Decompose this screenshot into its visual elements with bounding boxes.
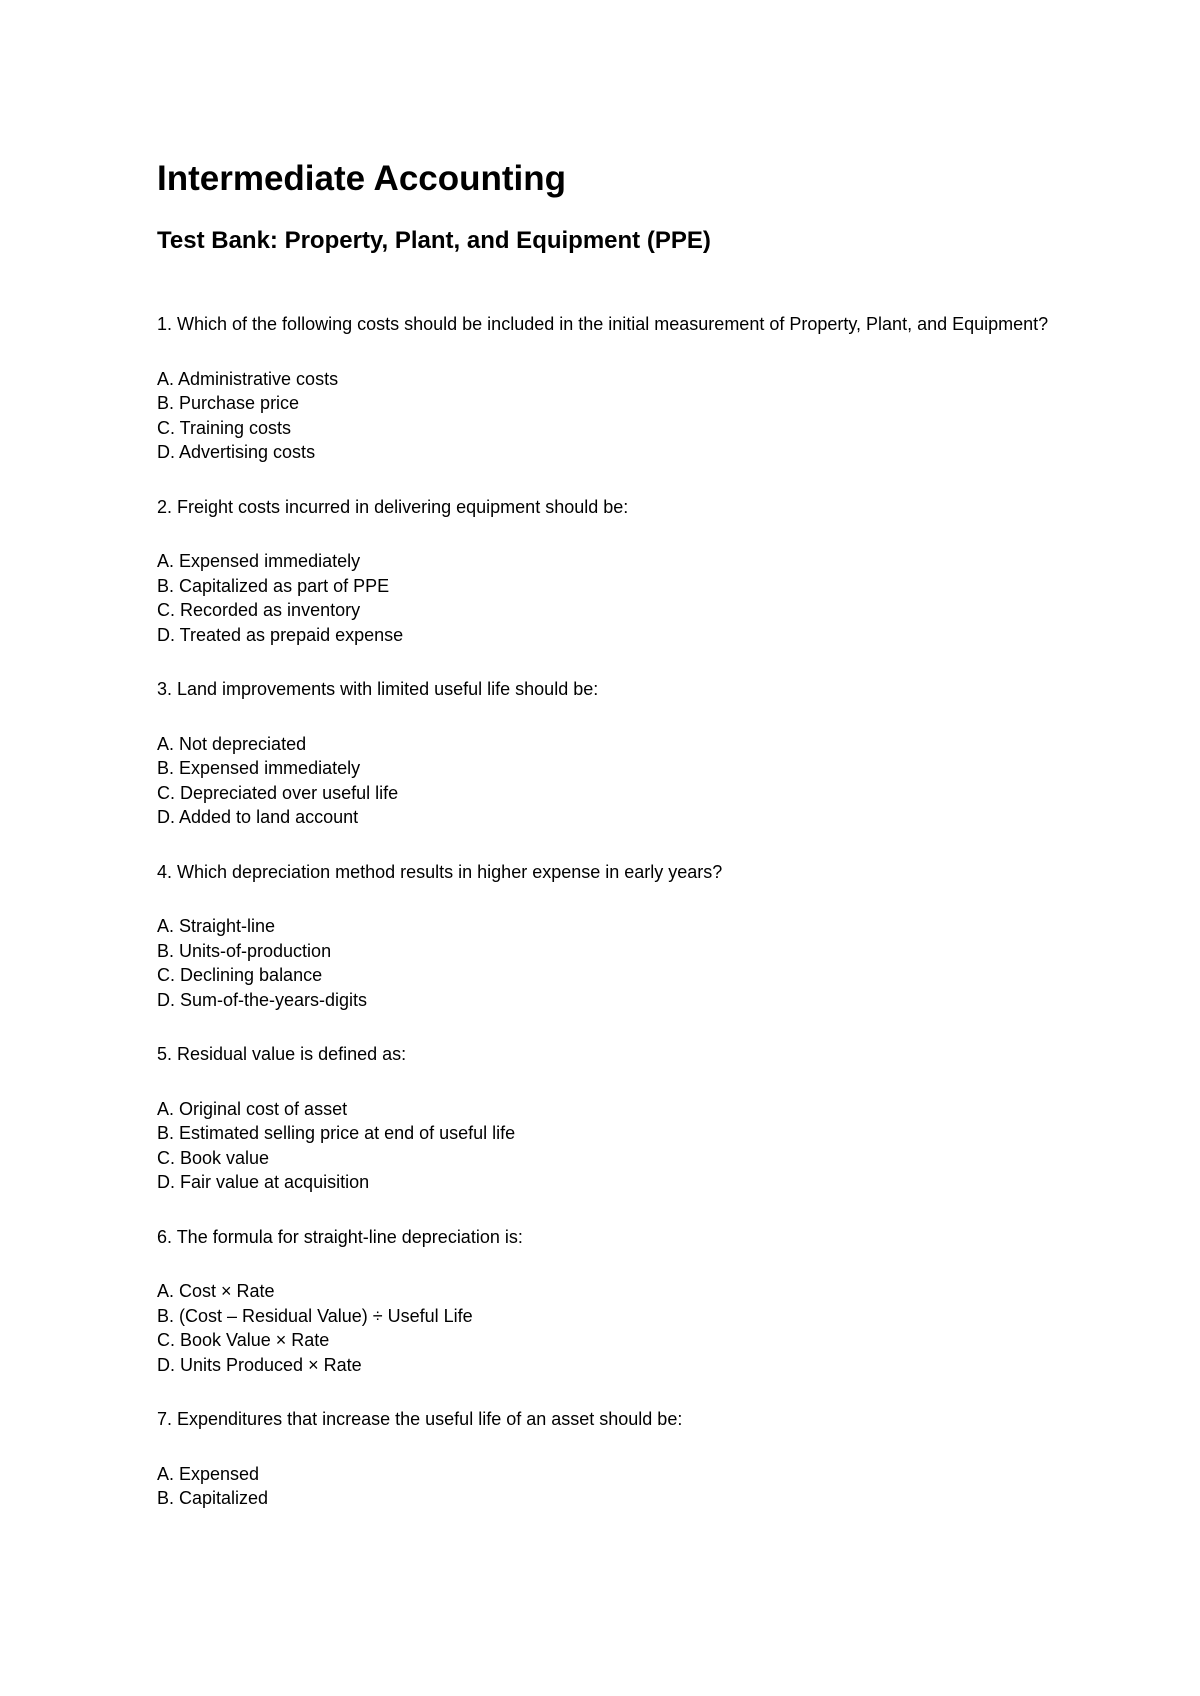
- question-7: [157, 1407, 1057, 1511]
- answer-options: [157, 549, 1057, 647]
- answer-options: [157, 1097, 1057, 1195]
- question-text: 2. Freight costs incurred in delivering equipment should be:: [157, 496, 629, 517]
- answer-options: [157, 732, 1057, 830]
- answer-option: A. Cost × Rate: [157, 1281, 275, 1301]
- question-text: 1. Which of the following costs should be included in the initial measurement of Property, Plant, and Equipment?: [157, 314, 1049, 334]
- answer-option: A. Original cost of asset: [157, 1098, 348, 1119]
- answer-option: A. Expensed: [157, 1463, 260, 1484]
- question-text: 6. The formula for straight-line depreciation is:: [157, 1226, 523, 1247]
- answer-option: B. Estimated selling price at end of useful life: [157, 1123, 516, 1143]
- question-text: 5. Residual value is defined as:: [157, 1044, 407, 1064]
- answer-option: A. Expensed immediately: [157, 551, 361, 571]
- document-subtitle: Test Bank: Property, Plant, and Equipment (PPE): [157, 227, 711, 254]
- answer-option: A. Straight-line: [157, 916, 276, 936]
- answer-option: D. Treated as prepaid expense: [157, 624, 404, 645]
- answer-option: C. Book value: [157, 1147, 270, 1168]
- answer-option: A. Administrative costs: [157, 368, 339, 389]
- answer-option: A. Not depreciated: [157, 733, 307, 754]
- answer-option: B. Units-of-production: [157, 940, 332, 961]
- answer-option: B. (Cost – Residual Value) ÷ Useful Life: [157, 1305, 473, 1326]
- answer-option: C. Depreciated over useful life: [157, 782, 399, 803]
- answer-options: [157, 367, 1057, 465]
- question-2: [157, 495, 1057, 648]
- question-text: 7. Expenditures that increase the useful life of an asset should be:: [157, 1409, 683, 1429]
- question-3: [157, 677, 1057, 830]
- answer-option: D. Sum-of-the-years-digits: [157, 989, 368, 1010]
- document-title: Intermediate Accounting: [157, 159, 567, 198]
- question-4: [157, 860, 1057, 1013]
- answer-option: B. Capitalized: [157, 1488, 269, 1508]
- answer-option: B. Purchase price: [157, 393, 300, 413]
- answer-option: D. Units Produced × Rate: [157, 1354, 362, 1375]
- question-list: [157, 312, 1057, 1511]
- answer-option: D. Added to land account: [157, 807, 359, 827]
- question-6: [157, 1225, 1057, 1378]
- answer-options: [157, 1462, 1057, 1511]
- answer-options: [157, 914, 1057, 1012]
- question-5: [157, 1042, 1057, 1195]
- question-1: [157, 312, 1057, 465]
- answer-option: D. Fair value at acquisition: [157, 1172, 370, 1192]
- answer-option: C. Book Value × Rate: [157, 1330, 330, 1350]
- question-text: 3. Land improvements with limited useful life should be:: [157, 679, 599, 699]
- answer-option: B. Capitalized as part of PPE: [157, 575, 390, 596]
- answer-option: B. Expensed immediately: [157, 758, 361, 778]
- answer-option: D. Advertising costs: [157, 442, 316, 462]
- document-page: [157, 158, 1057, 1541]
- answer-option: C. Recorded as inventory: [157, 600, 361, 620]
- answer-options: [157, 1279, 1057, 1377]
- question-text: 4. Which depreciation method results in higher expense in early years?: [157, 861, 723, 882]
- answer-option: C. Declining balance: [157, 965, 323, 985]
- answer-option: C. Training costs: [157, 417, 292, 438]
